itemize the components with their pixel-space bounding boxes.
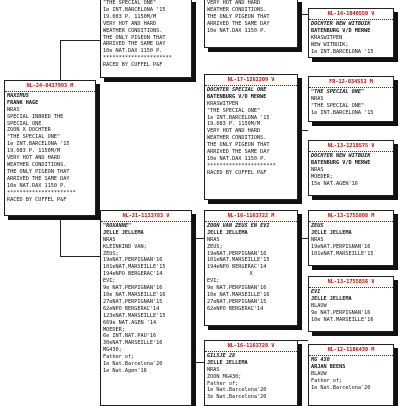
card-line: ARRIVED THE SAME DAY <box>103 41 166 48</box>
card-line: THE ONLY PIGEON THAT <box>7 168 70 175</box>
card-line: 19eNAT.PERPIGNAN'16 <box>311 243 371 250</box>
owner-name: BATENBURG V/D MERWE <box>311 159 371 166</box>
pigeon-name: "ROXANNE" <box>103 222 132 229</box>
card-line: VERY HOT AND HARD <box>207 0 261 6</box>
pigeon-name: EVI <box>311 288 321 295</box>
card-line: 19.083 P. 1150M/M <box>207 121 261 128</box>
pedigree-card-dam[interactable] <box>100 210 192 406</box>
connector-line <box>60 40 61 80</box>
owner-name: JELLE JELLEMA <box>311 295 352 302</box>
card-line: ********************** <box>103 55 172 62</box>
card-line: 62eNPO BERGERAC'14 <box>207 305 264 312</box>
card-line: ********************** <box>7 189 76 196</box>
card-line: WEATHER CONDITIONS. <box>7 161 67 168</box>
card-line: 1e INT.BARCELONA '15 <box>311 48 374 55</box>
pigeon-name: ZEUS <box>311 222 324 229</box>
ring-number: NL-13-1219575 V <box>309 142 393 152</box>
card-line: RACED BY CUFFEL P&F <box>207 169 267 176</box>
connector-line <box>298 340 308 341</box>
card-line: 1e Nat.Barcelona'20 <box>207 387 267 394</box>
card-line: ZEUS; <box>103 250 119 257</box>
card-line: NRAS <box>7 106 20 113</box>
owner-name: JELLE JELLEMA <box>311 229 352 236</box>
card-line: 194eNPO BERGERAC'14 <box>207 264 267 271</box>
card-line: NRAS <box>311 95 324 102</box>
card-line: THE ONLY PIGEON THAT <box>103 34 166 41</box>
card-line: 101eNAT.MARSEILLE'15 <box>207 257 270 264</box>
card-line: 10e NAT.DAX 1150 P. <box>103 48 163 55</box>
connector-line <box>298 14 308 15</box>
card-line: MG430; <box>103 347 122 354</box>
connector-line <box>192 238 204 239</box>
connector-line <box>298 130 308 131</box>
pedigree-card-subject[interactable] <box>4 80 96 216</box>
card-line: NEW WITBUIK; <box>311 41 349 48</box>
pedigree-card-sire-sire-2[interactable] <box>204 0 298 48</box>
card-line: RACED BY CUFFEL P&F <box>103 62 163 69</box>
card-line: 9e NAT.PERPIGNAN'16 <box>207 285 267 292</box>
pedigree-card-right-4[interactable] <box>308 210 394 266</box>
owner-name: FRANK HAGE <box>7 99 39 106</box>
card-line: 1e INT.BARCELONA '15 <box>103 6 166 13</box>
card-line: 19.083 P. 1150M/M <box>103 13 157 20</box>
pedigree-card-right-6[interactable] <box>308 344 394 406</box>
card-line: 19eNAT.PERPIGNAN'16 <box>207 250 267 257</box>
card-line: "THE SPECIAL ONE" <box>103 0 157 6</box>
card-line: EVI; <box>207 278 220 285</box>
connector-line <box>60 40 100 41</box>
card-line: WEATHER CONDITIONS. <box>207 135 267 142</box>
connector-line <box>60 216 61 256</box>
card-line: RACED BY CUFFEL P&F <box>7 196 67 203</box>
pedigree-card-dam-sire[interactable] <box>204 210 298 326</box>
card-line: 123eNAT.MARSEILLE'15 <box>103 312 166 319</box>
pedigree-card-right-5[interactable] <box>308 276 394 332</box>
card-line: 10e NAT.DAX 1150 P. <box>7 182 67 189</box>
card-line: 9e NAT.PERPIGNAN'16 <box>311 309 371 316</box>
card-line: 669e NAT.AGEN '14 <box>103 319 157 326</box>
card-line: ZEUS; <box>207 243 223 250</box>
card-line: "THE SPECIAL ONE" <box>7 134 61 141</box>
card-line: BLAUW <box>311 302 327 309</box>
card-line: VERY HOT AND HARD <box>7 155 61 162</box>
card-line: WEATHER CONDITIONS. <box>207 6 267 13</box>
pigeon-name: GILSJE 28 <box>207 352 236 359</box>
card-line: KLEINKIND VAN; <box>103 243 147 250</box>
card-line: NRAS <box>311 166 324 173</box>
card-line: "THE SPECIAL ONE" <box>311 102 365 109</box>
card-line: 1e Nat.Agen'18 <box>103 367 147 374</box>
ring-number: NL-14-1040550 V <box>309 10 393 20</box>
card-line: 19.083 P. 1150M/M <box>7 148 61 155</box>
card-line: 9e NAT.PERPIGNAN'16 <box>103 285 163 292</box>
owner-name: JELLE JELLEMA <box>207 229 248 236</box>
owner-name: BATENBURG V/D MERWE <box>207 93 267 100</box>
card-line: 1e INT.BARCELONA '15 <box>7 141 70 148</box>
card-line: WEATHER CONDITIONS. <box>103 27 163 34</box>
card-line: KRASWITPEN <box>311 34 343 41</box>
pedigree-card-right-2[interactable] <box>308 76 394 122</box>
card-line: 1e INT.BARCELONA '15 <box>207 114 270 121</box>
card-line: 19eNAT.PERPIGNAN'16 <box>103 257 163 264</box>
owner-name: BATENBURG V/D MERWE <box>311 27 371 34</box>
card-line: ARRIVED THE SAME DAY <box>207 20 270 27</box>
pigeon-name: DOCHTER SPECIAL ONE <box>207 86 267 93</box>
card-line: THE ONLY PIGEON THAT <box>207 142 270 149</box>
card-line: NRAS <box>207 236 220 243</box>
card-line: THE ONLY PIGEON THAT <box>207 13 270 20</box>
card-line: 10e NAT.MARSEILLE'16 <box>311 316 374 323</box>
card-line: MOEDER; <box>311 173 333 180</box>
pigeon-name: MAXIMUS <box>7 92 29 99</box>
card-line: Father of; <box>207 380 239 387</box>
pedigree-card-right-3[interactable] <box>308 140 394 196</box>
card-line: Father of; <box>311 377 343 384</box>
card-line: 101eNAT.MARSEILLE'15 <box>103 264 166 271</box>
pigeon-name: DOCHTER NEW WITBUIK <box>311 20 371 27</box>
connector-line <box>298 238 308 239</box>
pedigree-card-sire-dam[interactable] <box>204 74 298 200</box>
card-line: SPECIAL INBRED THE <box>7 113 64 120</box>
ring-number: FR-12-034553 M <box>309 78 393 88</box>
card-line: ZOON MG430; <box>207 373 242 380</box>
card-line: 10e NAT.MARSEILLE'16 <box>103 291 166 298</box>
card-line: 1e Nat.Barcelona'20 <box>311 384 371 391</box>
ring-number: NL-16-1163722 M <box>205 212 297 222</box>
pigeon-name: ZOON VAN ZEUS EN EVI <box>207 222 270 229</box>
card-line: X <box>249 271 253 278</box>
pigeon-name: "THE SPECIAL ONE" <box>311 88 365 95</box>
ring-number: NL-13-1755856 V <box>309 278 393 288</box>
pigeon-name: MG 430 <box>311 356 330 363</box>
owner-name: ARJAN BEENS <box>311 363 346 370</box>
card-line: 194eNPO BERGERAC'14 <box>103 271 163 278</box>
card-line: NRAS <box>207 366 220 373</box>
card-line: EVI; <box>103 278 116 285</box>
card-line: 101eNAT.MARSEILLE'15 <box>311 250 374 257</box>
ring-number: NL-17-1262209 V <box>205 76 297 86</box>
pedigree-card-right-1[interactable] <box>308 8 394 58</box>
card-line: ARRIVED THE SAME DAY <box>7 175 70 182</box>
owner-name: JELLE JELLEMA <box>207 359 248 366</box>
ring-number: NL-16-1163728 V <box>205 342 297 352</box>
card-line: 15e NAT.AGEN'16 <box>311 180 358 187</box>
card-line: VERY HOT AND HARD <box>207 128 261 135</box>
ring-number: NL-13-1755808 M <box>309 212 393 222</box>
card-line: 1e Nat.Barcelona'20 <box>103 361 163 368</box>
card-line: 27eNAT.PERPIGNAN'15 <box>207 298 267 305</box>
card-line: ARRIVED THE SAME DAY <box>207 149 270 156</box>
card-line: 3e Nat.Barcelona'20 <box>207 394 267 401</box>
card-line: 6e INT.NAT.PAU'16 <box>103 333 157 340</box>
card-line: BLAUW <box>311 370 327 377</box>
card-line: 62eNPO BERGERAC'14 <box>103 305 160 312</box>
card-line: MOEDER; <box>103 326 125 333</box>
card-line: ZOON X DOCHTER <box>7 127 51 134</box>
card-line: "THE SPECIAL ONE" <box>207 107 261 114</box>
card-line: 30eNAT.MARSEILLE'16 <box>103 340 163 347</box>
connector-line <box>192 362 204 363</box>
ring-number: NL-21-1133783 V <box>101 212 191 222</box>
owner-name: JELLE JELLEMA <box>103 229 144 236</box>
pedigree-card-dam-dam[interactable] <box>204 340 298 406</box>
card-line: 27eNAT.PERPIGNAN'15 <box>103 298 163 305</box>
card-line: 1e INT.BARCELONA '15 <box>311 109 374 116</box>
card-line: SPECIAL ONE <box>7 120 42 127</box>
ring-number: NL-24-8437993 M <box>5 82 95 92</box>
ring-number: NL-12-1106430 M <box>309 346 393 356</box>
card-line: VERY HOT AND HARD <box>103 20 157 27</box>
pigeon-name: DOCHTER NEW WITBUIK <box>311 152 371 159</box>
card-line: Father of; <box>103 354 135 361</box>
card-line: KRASWITPEN <box>207 100 239 107</box>
card-line: 10e NAT.DAX 1150 P. <box>207 27 267 34</box>
pedigree-card-sire-sire[interactable] <box>100 0 192 78</box>
card-line: 10e NAT.MARSEILLE'16 <box>207 291 270 298</box>
card-line: NRAS <box>103 236 116 243</box>
card-line: ********************** <box>207 162 276 169</box>
connector-line <box>60 256 100 257</box>
card-line: NRAS <box>311 236 324 243</box>
card-line: 10e NAT.DAX 1150 P. <box>207 155 267 162</box>
